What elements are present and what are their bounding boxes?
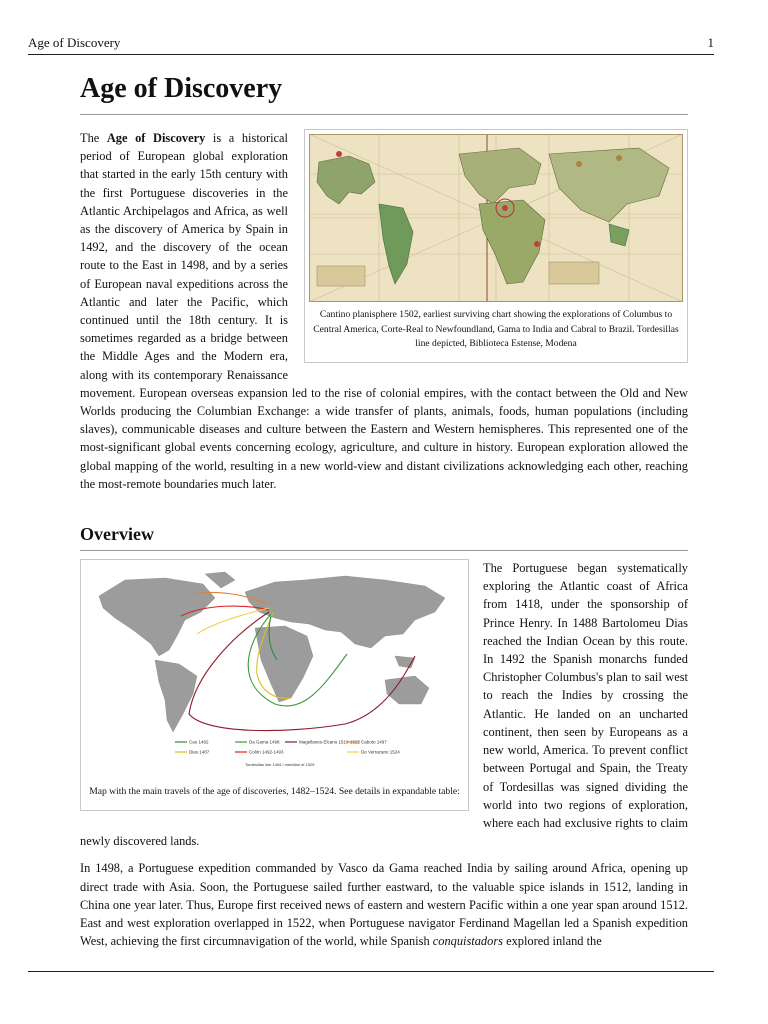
- overview-paragraph-2-end: explored inland the: [502, 934, 602, 949]
- voyages-map-image[interactable]: [85, 564, 464, 779]
- overview-paragraph-1: The Portuguese began systematically exploring the Atlantic coast of Africa from 1418, under the sponsorship of Prince Henry. In 1488 Bartolomeu Dias reached the Indian Ocean by this route. In 1492 the Spanish monarchs funded Christopher Columbus's plan to sail west to reach the Indies by crossing the Atlantic. He landed on an uncharted continent, then seen by Europeans as a new world, America. To prevent conflict between Portugal and Spain, the Treaty of Tordesillas was signed dividing the world into two regions of exploration, where each had exclusive rights to claim newly discovered lands.: [80, 561, 688, 849]
- overview-paragraph-2-text: In 1498, a Portuguese expedition commanded by Vasco da Gama reached India by sailing around Africa, opening up direct trade with Asia. Soon, the Portuguese sailed further eastward, to the valuable spice islands in 1512, landing in China one year later. Thus, Europe first received news of eastern and western Pacific within a one year span around 1512. East and west exploration overlapped in 1522, when Portuguese navigator Ferdinand Magellan led a Spanish expedition West, achieving the first circumnavigation of the world, while Spanish: [80, 861, 688, 949]
- legend-dias: Dias 1487: [189, 749, 210, 755]
- cantino-planisphere-image[interactable]: [309, 134, 683, 302]
- header-rule: [28, 54, 714, 55]
- cantino-figure: [304, 129, 688, 363]
- page-number: 1: [707, 35, 714, 50]
- legend-colon: Colón 1492-1493: [249, 749, 284, 755]
- title-rule: [80, 114, 688, 115]
- footer-rule: [28, 971, 714, 972]
- voyages-figure: [80, 559, 469, 811]
- article-body: [80, 70, 688, 950]
- running-header-title: Age of Discovery: [28, 35, 121, 50]
- overview-paragraph-2: [80, 859, 688, 950]
- voyages-caption: Map with the main travels of the age of discoveries, 1482–1524. See details in expandable table:: [89, 786, 460, 798]
- intro-lead-bold: Age of Discovery: [106, 131, 206, 145]
- intro-text: is a historical period of European global exploration that started in the early 15th century with the first Portuguese discoveries in the Atlantic Archipelagos and Africa, as well as the discovery of America by Spain in 1492, and the discovery of the ocean route to the East in 1498, and by a series of European naval expeditions across the Atlantic and later the Pacific, which continued until the 18th century. It is sometimes regarded as a bridge between the Middle Ages and the Modern era, along with its contemporary Renaissance movement. European overseas expansion led to the rise of colonial empires, with the contact between the Old and New Worlds producing the Columbian Exchange: a wide transfer of plants, animals, foods, human populations (including slaves), communicable diseases and culture between the Eastern and Western hemispheres. This represented one of the most-significant global events concerning ecology, agriculture, and culture in history. European exploration allowed the global mapping of the world, resulting in a new world-view and distant civilizations acknowledging each other, reaching the most-remote boundaries much later.: [80, 131, 688, 491]
- legend-caboto: Cabotо 1497: [361, 739, 387, 745]
- legend-cao: Cao 1482: [189, 739, 209, 745]
- legend-dagama: Da Gama 1498: [249, 739, 280, 745]
- article-title: Age of Discovery: [80, 73, 283, 104]
- map-footnote: Tordesillas line 1494 / meridian of 1529: [245, 762, 315, 768]
- intro-lead-prefix: The: [80, 131, 107, 145]
- legend-magellan: Magellanes-Elcano 1519-1522: [299, 739, 361, 745]
- cantino-caption: Cantino planisphere 1502, earliest surviving chart showing the explorations of Columbus to Central America, Corte-Real to Newfoundland, Gama to India and Cabral to Brazil. Tordesillas line depicted, Biblioteca Estense, Modena: [313, 309, 679, 349]
- conquistadors-term: conquistadors: [432, 934, 503, 949]
- legend-verrazano: De Verrazano 1524: [361, 749, 400, 755]
- overview-heading: Overview: [80, 524, 154, 545]
- overview-section: [80, 523, 688, 950]
- overview-rule: [80, 550, 688, 551]
